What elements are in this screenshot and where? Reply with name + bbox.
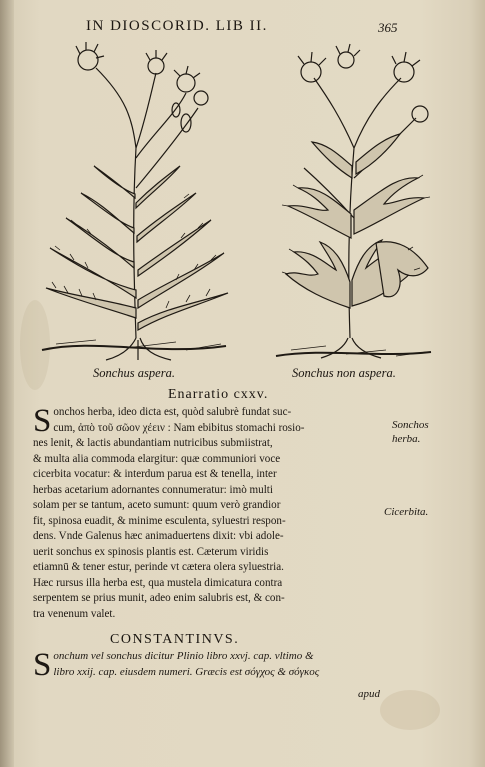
chapter-heading: Enarratio cxxv. xyxy=(168,387,269,402)
text-line: onchos herba, ideo dicta est, quòd salubrè fundat suc- xyxy=(53,406,292,418)
margin-note-line: herba. xyxy=(392,433,421,445)
binding-gutter xyxy=(0,0,14,767)
text-line: Hæc rursus illa herba est, qua mustela dimicatura contra xyxy=(33,576,283,589)
text-line: nes lenit, & lactis abundantiam nutricibus submiistrat, xyxy=(33,437,273,449)
paper-stain xyxy=(380,690,440,730)
figure-caption: Sonchus aspera. xyxy=(93,366,175,380)
text-line: tra venenum valet. xyxy=(33,607,116,620)
text-line: herbas acetarium adornantes connumeratur: imò multi xyxy=(33,483,273,496)
figure-caption: Sonchus non aspera. xyxy=(292,366,396,380)
woodcut-illustration xyxy=(36,38,446,368)
drop-cap: S xyxy=(33,403,52,439)
sonchus-non-aspera-woodcut xyxy=(276,44,431,358)
running-title: IN DIOSCORID. LIB II. xyxy=(86,18,268,34)
text-line: serpentem se prius munit, adeo enim salubris est, & con- xyxy=(33,592,285,604)
text-line: etiamnū & tener estur, perinde vt cætera olera syluestria. xyxy=(33,561,284,573)
text-line: solam per se tantum, aceto sumunt: quum verò grandior xyxy=(33,499,281,511)
text-line: libro xxij. cap. eiusdem numeri. Græcis est σόγχος & σόγκος xyxy=(53,665,320,678)
text-line: onchum vel sonchus dicitur Plinio libro xxvj. cap. vltimo & xyxy=(53,650,314,662)
margin-note-cicerbita xyxy=(384,505,428,519)
margin-note-line: Sonchos xyxy=(392,419,429,431)
text-line: & multa alia commoda elargitur: quæ communiori voce xyxy=(33,452,281,465)
text-line: cum, ἀπὸ τοῦ σῶον χέειν : Nam ebibitus stomachi rosio- xyxy=(53,421,305,434)
section-heading-constantinus: CONSTANTINVS. xyxy=(110,632,240,647)
page-number: 365 xyxy=(378,20,398,35)
catchword: apud xyxy=(358,688,380,700)
margin-note-line: Cicerbita. xyxy=(384,506,429,518)
text-line: dens. Vnde Galenus hæc animaduertens dixit: vbi adole- xyxy=(33,530,284,542)
text-line: fit, spinosa euadit, & minime esculenta, syluestri respon- xyxy=(33,514,286,527)
constantinus-text xyxy=(33,647,393,683)
margin-note-sonchos xyxy=(392,418,429,446)
commentary-text xyxy=(33,405,393,622)
text-line: cicerbita vocatur: & interdum parua est & tenella, inter xyxy=(33,468,277,480)
sonchus-aspera-woodcut xyxy=(42,42,228,360)
drop-cap: S xyxy=(33,647,52,683)
text-line: uerit sonchus ex spinosis plantis est. Cæterum viridis xyxy=(33,545,269,558)
